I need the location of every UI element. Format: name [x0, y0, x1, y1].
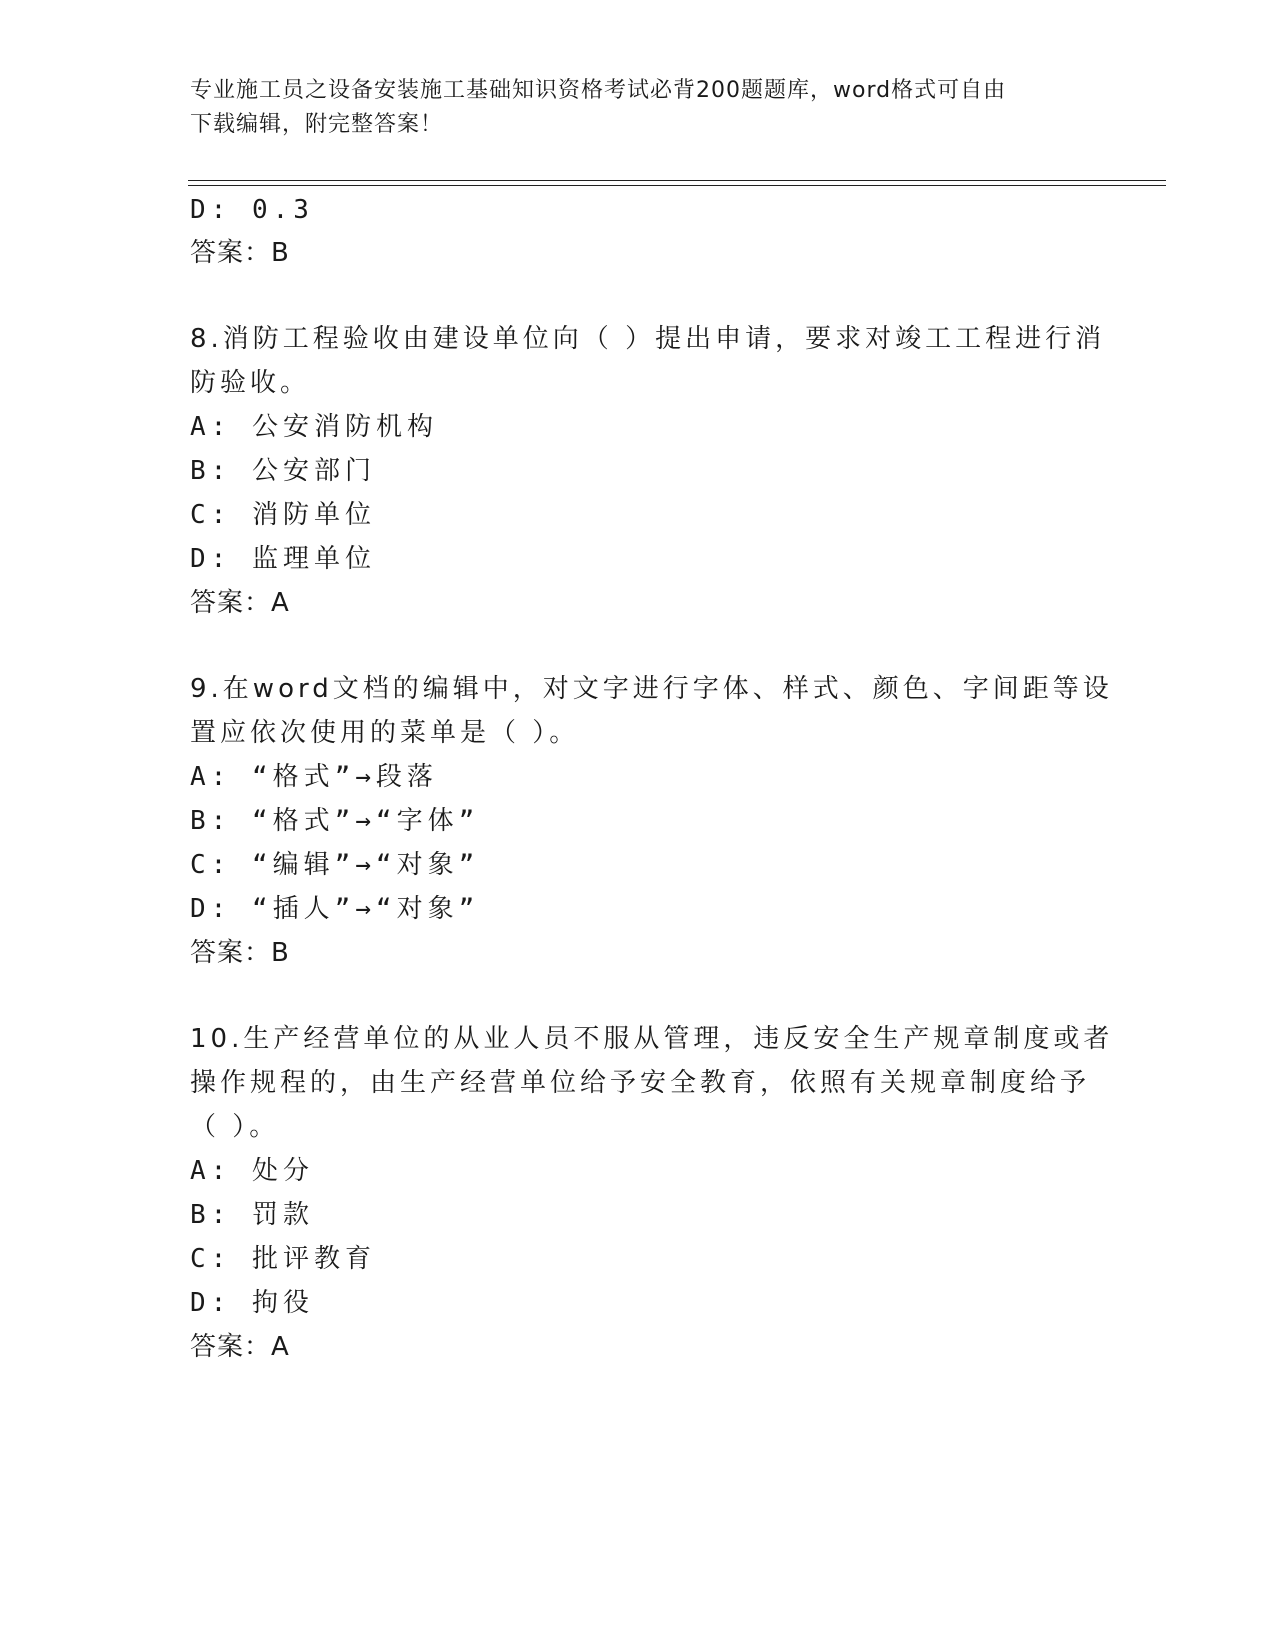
q9-stem-line-2: 置应依次使用的菜单是（ ）。 [190, 718, 580, 748]
q10-option-d: D: 拘役 [190, 1288, 314, 1318]
header-divider-top [188, 180, 1166, 181]
header-divider-bottom [188, 185, 1166, 186]
header-line-2: 下载编辑，附完整答案！ [190, 112, 444, 137]
q9-option-b: B: “格式”→“字体” [190, 806, 480, 836]
prev-answer: 答案：B [190, 238, 290, 268]
q10-stem-line-2: 操作规程的，由生产经营单位给予安全教育，依照有关规章制度给予 [190, 1068, 1091, 1098]
q9-option-c: C: “编辑”→“对象” [190, 850, 480, 880]
q10-option-b: B: 罚款 [190, 1200, 314, 1230]
document-header [190, 74, 1090, 142]
q8-option-b: B: 公安部门 [190, 456, 376, 486]
q9-answer: 答案：B [190, 938, 290, 968]
q9-option-d: D: “插人”→“对象” [190, 894, 480, 924]
prev-option-d: D: 0.3 [190, 195, 314, 225]
q8-stem-line-2: 防验收。 [190, 368, 311, 398]
q9-stem-line-1: 9.在word文档的编辑中，对文字进行字体、样式、颜色、字间距等设 [190, 674, 1113, 704]
q8-answer: 答案：A [190, 588, 290, 618]
q10-stem-line-3: （ ）。 [190, 1112, 280, 1142]
q8-option-d: D: 监理单位 [190, 544, 376, 574]
q10-option-c: C: 批评教育 [190, 1244, 376, 1274]
q10-answer: 答案：A [190, 1332, 290, 1362]
q8-option-c: C: 消防单位 [190, 500, 376, 530]
q8-stem-line-1: 8.消防工程验收由建设单位向（ ）提出申请，要求对竣工工程进行消 [190, 324, 1106, 354]
header-line-1: 专业施工员之设备安装施工基础知识资格考试必背200题题库，word格式可自由 [190, 78, 1007, 103]
q10-option-a: A: 处分 [190, 1156, 314, 1186]
q8-option-a: A: 公安消防机构 [190, 412, 438, 442]
q10-stem-line-1: 10.生产经营单位的从业人员不服从管理，违反安全生产规章制度或者 [190, 1024, 1114, 1054]
q9-option-a: A: “格式”→段落 [190, 762, 438, 792]
